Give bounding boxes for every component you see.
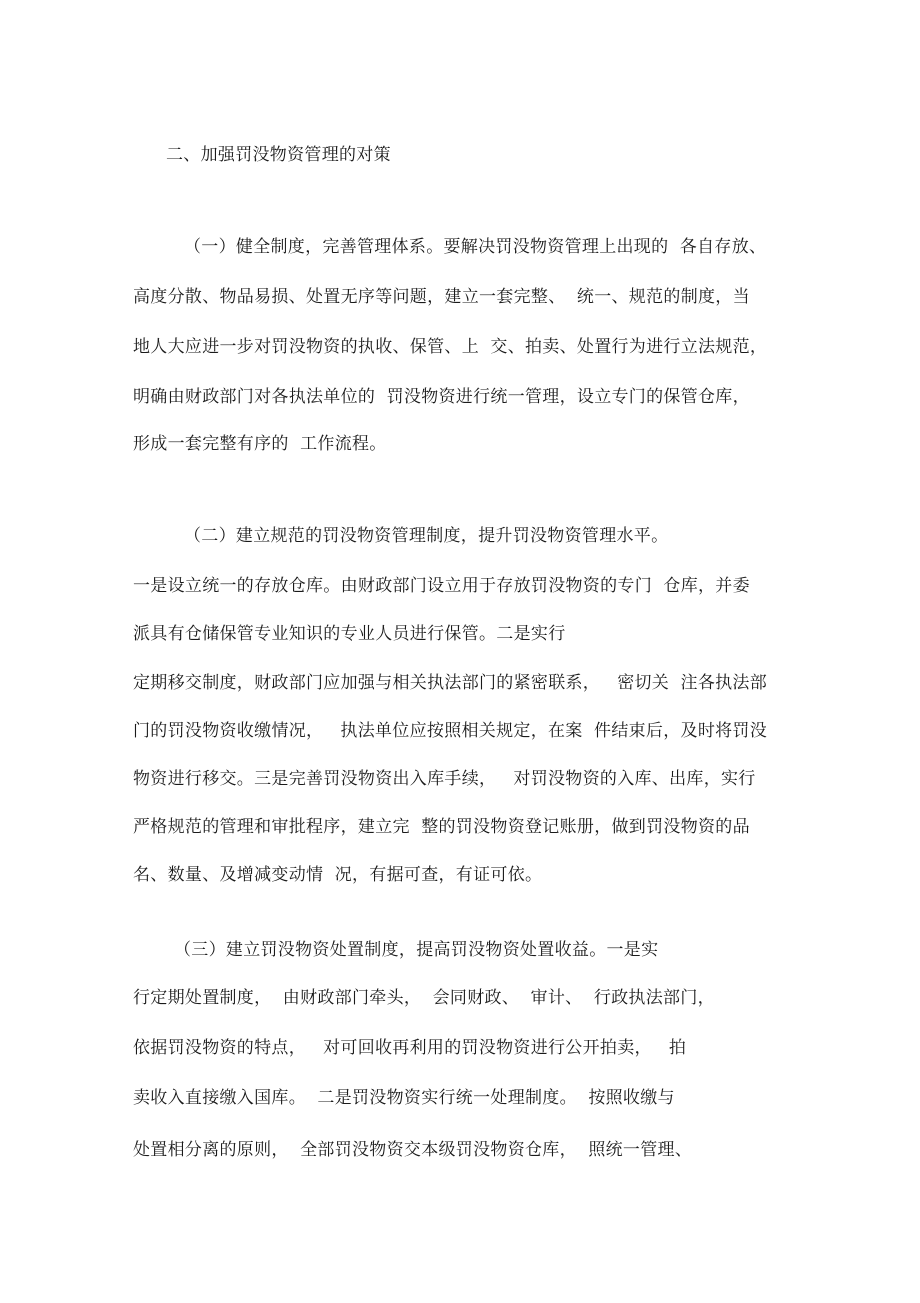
paragraph-line: 处置相分离的原则， 全部罚没物资交本级罚没物资仓库， 照统一管理、 — [133, 1140, 693, 1160]
paragraph-line: （一）健全制度，完善管理体系。要解决罚没物资管理上出现的 各自存放、 — [184, 237, 767, 257]
section-heading: 二、加强罚没物资管理的对策 — [166, 145, 391, 165]
paragraph-line: 物资进行移交。三是完善罚没物资出入库手续， 对罚没物资的入库、出库，实行 — [133, 769, 756, 789]
paragraph-line: 形成一套完整有序的 工作流程。 — [133, 434, 387, 454]
paragraph-line: 一是设立统一的存放仓库。由财政部门设立用于存放罚没物资的专门 仓库，并委 — [133, 576, 750, 596]
paragraph-line: 卖收入直接缴入国库。 二是罚没物资实行统一处理制度。 按照收缴与 — [133, 1088, 675, 1108]
paragraph-line: （三）建立罚没物资处置制度，提高罚没物资处置收益。一是实 — [174, 940, 659, 960]
paragraph-line: 行定期处置制度， 由财政部门牵头， 会同财政、 审计、 行政执法部门， — [133, 988, 715, 1008]
paragraph-line: 高度分散、物品易损、处置无序等问题，建立一套完整、 统一、规范的制度，当 — [133, 287, 750, 307]
paragraph-line: （二）建立规范的罚没物资管理制度，提升罚没物资管理水平。 — [184, 526, 669, 546]
paragraph-line: 严格规范的管理和审批程序，建立完 整的罚没物资登记账册，做到罚没物资的品 — [133, 817, 750, 837]
paragraph-line: 明确由财政部门对各执法单位的 罚没物资进行统一管理，设立专门的保管仓库， — [133, 387, 750, 407]
paragraph-line: 定期移交制度，财政部门应加强与相关执法部门的紧密联系， 密切关 注各执法部 — [133, 673, 768, 693]
paragraph-line: 门的罚没物资收缴情况， 执法单位应按照相关规定，在案 件结束后，及时将罚没 — [133, 721, 768, 741]
paragraph-line: 地人大应进一步对罚没物资的执收、保管、上 交、拍卖、处置行为进行立法规范， — [133, 337, 768, 357]
paragraph-line: 派具有仓储保管专业知识的专业人员进行保管。二是实行 — [133, 624, 566, 644]
paragraph-line: 名、数量、及增减变动情 况，有据可查，有证可依。 — [133, 865, 543, 885]
paragraph-line: 依据罚没物资的特点， 对可回收再利用的罚没物资进行公开拍卖， 拍 — [133, 1038, 687, 1058]
